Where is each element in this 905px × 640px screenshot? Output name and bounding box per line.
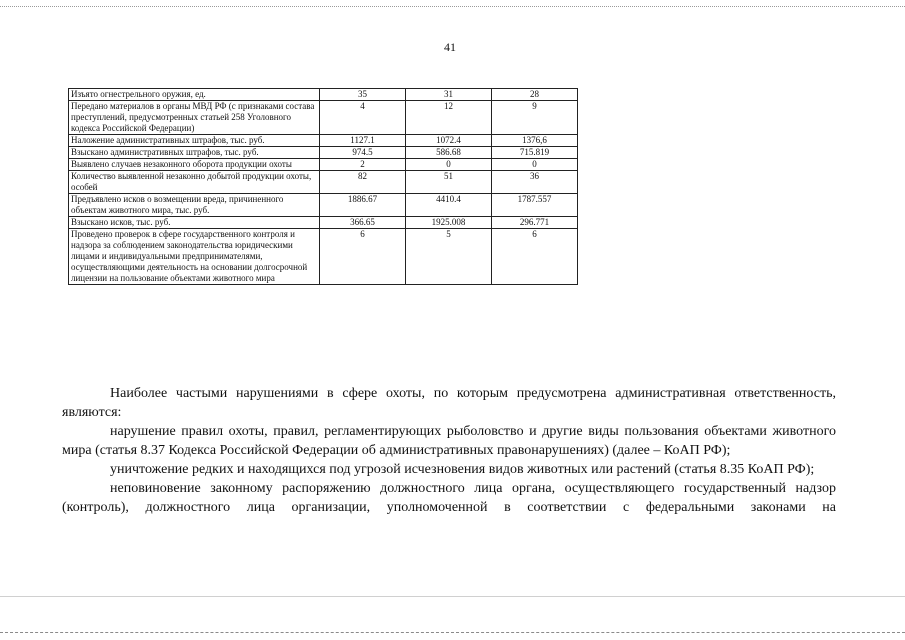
value-cell: 1072.4 xyxy=(406,135,492,147)
table-row xyxy=(69,194,578,217)
value-cell: 715.819 xyxy=(492,147,578,159)
value-cell: 1925.008 xyxy=(406,217,492,229)
body-text xyxy=(62,384,836,517)
table-row xyxy=(69,171,578,194)
value-cell: 4410.4 xyxy=(406,194,492,217)
value-cell: 0 xyxy=(492,159,578,171)
table-row xyxy=(69,89,578,101)
value-cell: 51 xyxy=(406,171,492,194)
row-label: Передано материалов в органы МВД РФ (с признаками состава преступлений, предусмотренных статьей 258 Уголовного кодекса Российской Федерации) xyxy=(69,101,320,135)
table-row xyxy=(69,217,578,229)
value-cell: 31 xyxy=(406,89,492,101)
value-cell: 0 xyxy=(406,159,492,171)
table-row xyxy=(69,147,578,159)
value-cell: 6 xyxy=(492,229,578,285)
value-cell: 1127.1 xyxy=(320,135,406,147)
value-cell: 974.5 xyxy=(320,147,406,159)
scan-edge-top xyxy=(0,6,905,8)
value-cell: 2 xyxy=(320,159,406,171)
row-label: Предъявлено исков о возмещении вреда, причиненного объектам животного мира, тыс. руб. xyxy=(69,194,320,217)
paragraph-item: неповиновение законному распоряжению должностного лица органа, осуществляющего государственный надзор (контроль), должностного лица организации, уполномоченной в соответствии с федеральными законами на xyxy=(62,481,836,515)
value-cell: 5 xyxy=(406,229,492,285)
value-cell: 1787.557 xyxy=(492,194,578,217)
statistics-table xyxy=(68,88,578,285)
value-cell: 12 xyxy=(406,101,492,135)
value-cell: 4 xyxy=(320,101,406,135)
paragraph-item: уничтожение редких и находящихся под угрозой исчезновения видов животных или растений (статья 8.35 КоАП РФ); xyxy=(110,462,815,477)
row-label: Взыскано исков, тыс. руб. xyxy=(69,217,320,229)
table-row xyxy=(69,159,578,171)
page-number: 41 xyxy=(444,40,456,54)
row-label: Изъято огнестрельного оружия, ед. xyxy=(69,89,320,101)
table-row xyxy=(69,229,578,285)
row-label: Наложение административных штрафов, тыс. руб. xyxy=(69,135,320,147)
table-row xyxy=(69,101,578,135)
paragraph-item: нарушение правил охоты, правил, регламентирующих рыболовство и другие виды пользования объектами животного мира (статья 8.37 Кодекса Российской Федерации об административных правонарушениях) (далее – КоАП РФ); xyxy=(62,424,836,458)
paragraph-intro: Наиболее частыми нарушениями в сфере охоты, по которым предусмотрена административная ответственность, являются: xyxy=(62,386,836,420)
row-label: Выявлено случаев незаконного оборота продукции охоты xyxy=(69,159,320,171)
row-label: Проведено проверок в сфере государственного контроля и надзора за соблюдением законодательства юридическими лицами и индивидуальными предпринимателями, осуществляющими деятельность на основании долгосрочной лицензии на пользование объектами животного мира xyxy=(69,229,320,285)
value-cell: 9 xyxy=(492,101,578,135)
value-cell: 586.68 xyxy=(406,147,492,159)
value-cell: 28 xyxy=(492,89,578,101)
scan-edge-line xyxy=(0,596,905,598)
table-row xyxy=(69,135,578,147)
value-cell: 1886.67 xyxy=(320,194,406,217)
value-cell: 1376,6 xyxy=(492,135,578,147)
row-label: Взыскано административных штрафов, тыс. руб. xyxy=(69,147,320,159)
value-cell: 35 xyxy=(320,89,406,101)
value-cell: 82 xyxy=(320,171,406,194)
value-cell: 366.65 xyxy=(320,217,406,229)
row-label: Количество выявленной незаконно добытой продукции охоты, особей xyxy=(69,171,320,194)
value-cell: 36 xyxy=(492,171,578,194)
value-cell: 6 xyxy=(320,229,406,285)
scan-edge-bottom xyxy=(0,632,905,634)
value-cell: 296.771 xyxy=(492,217,578,229)
